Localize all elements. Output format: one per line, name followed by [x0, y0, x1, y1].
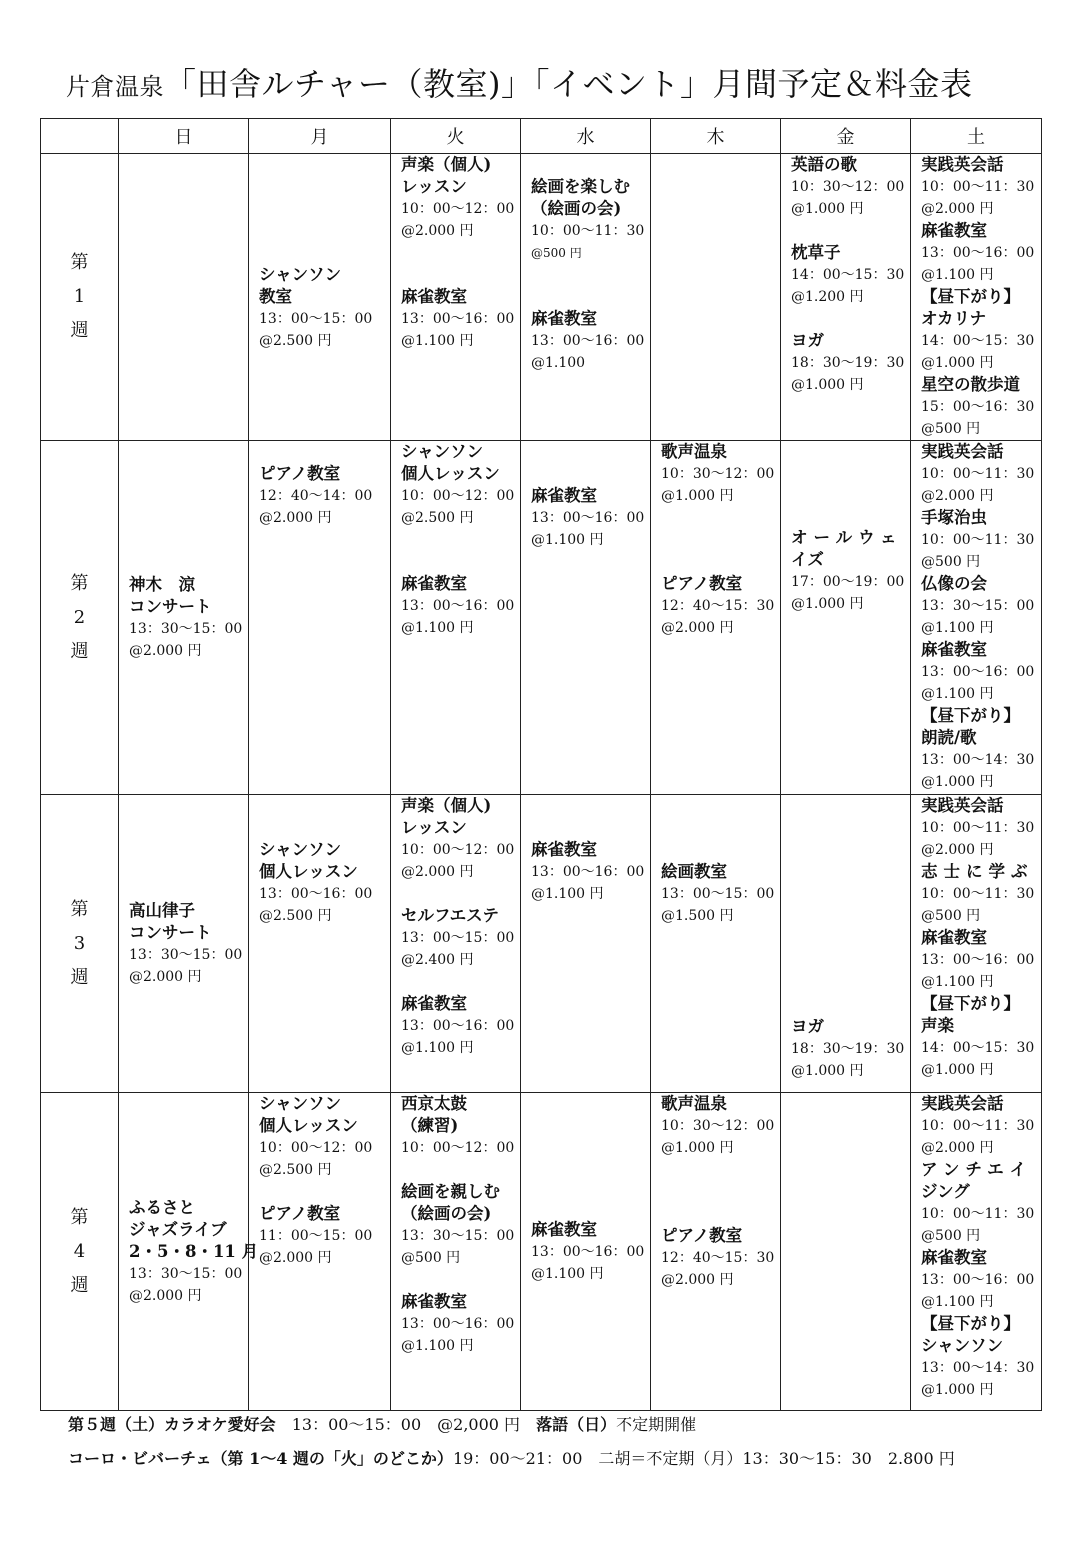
event-time: 13：00〜14：30 — [921, 752, 1035, 768]
event-entry — [661, 861, 776, 927]
event-time: 12：40〜15：30 — [661, 598, 775, 614]
title-main: 「田舎ルチャー（教室)」「イベント」月間予定＆料金表 — [164, 65, 973, 103]
event-price: @2.000 円 — [401, 223, 474, 239]
event-time: 10：00〜12：00 — [401, 1140, 515, 1156]
event-time: 10：30〜12：00 — [661, 466, 775, 482]
event-entry — [791, 154, 906, 220]
week-row — [41, 441, 1042, 795]
week-label — [41, 441, 119, 795]
event-name: 【昼下がり】 — [921, 994, 1020, 1013]
event-name: 星空の散歩道 — [921, 375, 1020, 394]
event-time: 18：30〜19：30 — [791, 1041, 905, 1057]
day-cell-sat — [911, 441, 1042, 795]
week-label-char: 週 — [70, 640, 89, 662]
day-cell-sun — [119, 441, 249, 795]
event-name: シャンソン — [259, 1094, 342, 1113]
event-name-cont: コンサート — [129, 922, 212, 942]
week-label-char: 1 — [73, 286, 86, 307]
event-price: @500 円 — [401, 1250, 461, 1266]
event-name-cont: コンサート — [129, 596, 212, 616]
day-cell-mon — [249, 441, 391, 795]
event-name: 声楽（個人) — [401, 155, 492, 174]
event-time: 13：30〜15：00 — [401, 1228, 515, 1244]
footer-karaoke-time: 13：00〜15：00 @2,000 円 — [291, 1415, 521, 1434]
event-time: 10：00〜12：00 — [401, 201, 515, 217]
day-header-tue: 火 — [391, 119, 521, 154]
day-cell-mon — [249, 795, 391, 1093]
event-name-cont: （練習) — [401, 1116, 459, 1135]
event-entry — [401, 573, 516, 639]
event-price: @2.000 円 — [921, 842, 994, 858]
event-name: 麻雀教室 — [921, 1248, 987, 1267]
event-name-cont: 個人レッスン — [259, 862, 358, 881]
event-time: 10：00〜11：30 — [921, 1118, 1035, 1134]
event-name: シャンソン — [401, 442, 484, 461]
week-row — [41, 1093, 1042, 1411]
event-entry — [921, 507, 1037, 573]
week-label — [41, 1093, 119, 1411]
week-label-char: 第 — [70, 572, 89, 594]
event-name: 絵画教室 — [661, 862, 727, 881]
week-label-char: 4 — [73, 1240, 86, 1262]
event-name: 西京太鼓 — [401, 1094, 467, 1113]
event-name: 麻雀教室 — [921, 928, 987, 947]
event-name: シャンソン — [259, 840, 342, 859]
event-entry — [921, 154, 1037, 220]
event-price: @1.000 円 — [791, 596, 864, 612]
event-name: 麻雀教室 — [401, 1292, 467, 1311]
event-price: @2.400 円 — [401, 952, 474, 968]
event-price: @1.100 円 — [531, 1265, 604, 1282]
week-label-char: 週 — [70, 966, 89, 988]
day-header-sun: 日 — [119, 119, 249, 154]
event-name: 枕草子 — [791, 243, 841, 262]
event-name: 実践英会話 — [921, 796, 1004, 815]
event-time: 14：00〜15：30 — [791, 267, 905, 283]
event-entry — [401, 1093, 516, 1159]
event-name-cont: イズ — [791, 550, 824, 569]
event-time: 13：00〜14：30 — [921, 1360, 1035, 1376]
event-time: 13：00〜16：00 — [921, 245, 1035, 261]
event-time: 10：00〜11：30 — [921, 466, 1035, 482]
event-name: 麻雀教室 — [921, 640, 987, 659]
week-label-char: 週 — [70, 320, 89, 341]
event-time: 11：00〜15：00 — [259, 1228, 373, 1244]
event-entry — [921, 441, 1037, 507]
event-time: 13：00〜16：00 — [921, 952, 1035, 968]
event-entry — [401, 795, 516, 883]
event-time: 15：00〜16：30 — [921, 399, 1035, 415]
event-entry — [921, 1313, 1037, 1401]
event-name: 麻雀教室 — [401, 574, 467, 593]
page-title — [66, 62, 1066, 109]
event-entry — [791, 330, 906, 396]
event-entry — [129, 1197, 259, 1307]
event-entry — [531, 485, 646, 551]
event-name-cont: 個人レッスン — [259, 1116, 358, 1135]
footer-line-1 — [68, 1414, 696, 1436]
event-name: オールウェ — [791, 528, 903, 547]
event-price: @2.000 円 — [129, 642, 202, 659]
day-cell-tue — [391, 1093, 521, 1411]
week-label-char: 第 — [70, 1206, 89, 1228]
event-time: 13：30〜15：00 — [921, 598, 1035, 614]
event-time: 12：40〜14：00 — [259, 488, 373, 504]
event-name-cont: ジャズライブ — [129, 1219, 227, 1239]
event-entry — [661, 1225, 776, 1291]
event-price: @2.000 円 — [259, 510, 332, 526]
event-time: 10：30〜12：00 — [791, 179, 905, 195]
day-cell-sat — [911, 795, 1042, 1093]
event-name: 歌声温泉 — [661, 1094, 727, 1113]
event-name: ヨガ — [791, 331, 824, 350]
event-time: 18：30〜19：30 — [791, 355, 905, 371]
event-name: 麻雀教室 — [401, 994, 467, 1013]
event-name-cont: レッスン — [401, 177, 467, 196]
event-entry — [921, 1247, 1037, 1313]
event-time: 13：00〜15：00 — [661, 886, 775, 902]
event-price: @1.100 円 — [531, 886, 604, 902]
event-entry — [661, 1093, 776, 1159]
event-entry — [531, 308, 646, 374]
week-row — [41, 154, 1042, 441]
event-name-cont: ジング — [921, 1182, 970, 1201]
event-name: ピアノ教室 — [661, 574, 743, 593]
event-name: 麻雀教室 — [531, 1219, 597, 1239]
event-time: 13：00〜15：00 — [401, 930, 515, 946]
event-name: 志士に学ぶ — [921, 862, 1034, 881]
event-name: 高山律子 — [129, 900, 195, 920]
event-time: 13：30〜15：00 — [129, 946, 243, 963]
event-name: ピアノ教室 — [661, 1226, 743, 1245]
event-name: ふるさと — [129, 1197, 195, 1217]
event-price: @2.000 円 — [921, 1140, 994, 1156]
event-price: @1.100 円 — [921, 974, 994, 990]
event-entry — [921, 993, 1037, 1081]
event-price: @1.100 円 — [921, 1294, 994, 1310]
event-price: @2.500 円 — [259, 908, 332, 924]
event-price: @1.000 円 — [921, 1382, 994, 1398]
event-time: 10：00〜12：00 — [259, 1140, 373, 1156]
day-cell-tue — [391, 154, 521, 441]
event-entry — [259, 1093, 386, 1181]
day-cell-thu — [651, 441, 781, 795]
event-name-cont: レッスン — [401, 818, 467, 837]
event-price: @1.000 円 — [791, 377, 864, 393]
event-price: @500 円 — [921, 554, 981, 570]
day-cell-sun — [119, 795, 249, 1093]
event-time: 13：30〜15：00 — [129, 1265, 243, 1282]
day-cell-fri — [781, 154, 911, 441]
event-name: 神木 涼 — [129, 574, 195, 594]
event-price: @1.000 円 — [661, 488, 734, 504]
event-name: 実践英会話 — [921, 442, 1004, 461]
day-cell-thu — [651, 154, 781, 441]
event-price: @1.100 円 — [401, 620, 474, 636]
event-name: 【昼下がり】 — [921, 1314, 1020, 1333]
event-entry — [259, 463, 386, 529]
day-cell-sat — [911, 154, 1042, 441]
day-header-fri: 金 — [781, 119, 911, 154]
event-entry — [921, 927, 1037, 993]
event-time: 10：00〜11：30 — [921, 820, 1035, 836]
day-cell-tue — [391, 441, 521, 795]
event-price: @2.000 円 — [661, 1272, 734, 1288]
event-entry — [401, 1291, 516, 1357]
week-label-char: 第 — [70, 252, 89, 273]
day-header-sat: 土 — [911, 119, 1042, 154]
footer-line-2 — [68, 1448, 955, 1470]
event-name: 実践英会話 — [921, 1094, 1004, 1113]
event-name: シャンソン — [259, 265, 342, 284]
event-time: 13：00〜15：00 — [259, 311, 373, 327]
day-cell-thu — [651, 795, 781, 1093]
event-time: 13：00〜16：00 — [531, 1243, 645, 1260]
event-entry — [531, 1219, 646, 1285]
event-entry — [791, 527, 906, 615]
event-price: @1.000 円 — [661, 1140, 734, 1156]
event-entry — [921, 220, 1037, 286]
event-time: 13：00〜16：00 — [401, 1018, 515, 1034]
day-cell-mon — [249, 154, 391, 441]
event-price: @1.100 円 — [921, 620, 994, 636]
event-time: 17：00〜19：00 — [791, 574, 905, 590]
event-price: @1.100 円 — [921, 267, 994, 283]
event-price: @500 円 — [921, 421, 981, 437]
event-entry — [259, 839, 386, 927]
day-header-mon: 月 — [249, 119, 391, 154]
event-name: アンチエイ — [921, 1160, 1033, 1179]
day-cell-fri — [781, 441, 911, 795]
schedule-table — [40, 118, 1042, 1411]
event-entry — [661, 441, 776, 507]
event-price: @2.000 円 — [921, 488, 994, 504]
event-price: @2.000 円 — [921, 201, 994, 217]
event-price: @500 円 — [921, 1228, 981, 1244]
event-name: 絵画を楽しむ — [531, 177, 630, 196]
event-entry — [921, 1159, 1037, 1247]
header-row — [41, 119, 1042, 154]
event-entry — [129, 574, 244, 662]
event-name-cont: シャンソン — [921, 1336, 1004, 1355]
event-time: 14：00〜15：30 — [921, 333, 1035, 349]
event-entry — [401, 993, 516, 1059]
event-price: @1.000 円 — [921, 1062, 994, 1078]
event-name: 手塚治虫 — [921, 508, 987, 527]
event-entry — [921, 795, 1037, 861]
event-name: 麻雀教室 — [531, 309, 597, 328]
footer-choro-note: 19：00〜21：00 二胡＝不定期（月）13：30〜15：30 2.800 円 — [452, 1449, 955, 1468]
event-name-cont: 個人レッスン — [401, 464, 500, 483]
event-name: セルフエステ — [401, 906, 499, 925]
event-entry — [921, 286, 1037, 374]
event-time: 10：00〜11：30 — [921, 886, 1035, 902]
event-time: 13：00〜16：00 — [921, 1272, 1035, 1288]
event-time: 13：30〜15：00 — [129, 620, 243, 637]
event-entry — [921, 1093, 1037, 1159]
event-entry — [661, 573, 776, 639]
event-entry — [791, 1016, 906, 1082]
event-entry — [921, 861, 1037, 927]
event-entry — [921, 705, 1037, 793]
event-entry — [921, 374, 1037, 440]
event-time: 13：00〜16：00 — [401, 598, 515, 614]
event-name: 【昼下がり】 — [921, 287, 1020, 306]
day-cell-sat — [911, 1093, 1042, 1411]
week-label-char: 週 — [70, 1274, 89, 1296]
event-entry — [921, 639, 1037, 705]
event-entry — [259, 1203, 386, 1269]
event-time: 13：00〜16：00 — [921, 664, 1035, 680]
event-entry — [259, 264, 386, 352]
event-entry — [921, 573, 1037, 639]
event-price: @1.000 円 — [921, 774, 994, 790]
event-entry — [401, 154, 516, 242]
event-entry — [401, 1181, 516, 1269]
event-price: @2.000 円 — [129, 1287, 202, 1304]
event-price: @2.500 円 — [259, 1162, 332, 1178]
event-name: 麻雀教室 — [401, 287, 467, 306]
day-cell-sun — [119, 154, 249, 441]
event-time: 10：00〜11：30 — [921, 532, 1035, 548]
event-time: 10：00〜12：00 — [401, 488, 515, 504]
event-price: @2.000 円 — [129, 968, 202, 985]
footer-choro: コーロ・ビバーチェ（第 1〜4 週の「火」のどこか） — [68, 1449, 453, 1468]
event-name: ピアノ教室 — [259, 1204, 341, 1223]
day-cell-fri — [781, 795, 911, 1093]
event-entry — [791, 242, 906, 308]
footer-karaoke: 第５週（土）カラオケ愛好会 — [68, 1415, 276, 1434]
event-price: @1.500 円 — [661, 908, 734, 924]
event-name: 麻雀教室 — [921, 221, 987, 240]
event-entry — [401, 441, 516, 529]
day-cell-sun — [119, 1093, 259, 1411]
week-label-char: 2 — [73, 606, 86, 628]
event-name-cont: （絵画の会) — [531, 199, 622, 218]
event-name: 仏像の会 — [921, 574, 987, 593]
event-price: @2.000 円 — [661, 620, 734, 636]
event-entry — [129, 900, 244, 988]
event-time: 13：00〜16：00 — [401, 1316, 515, 1332]
day-cell-tue — [391, 795, 521, 1093]
event-name-cont: 2・5・8・11 月 — [129, 1241, 259, 1261]
day-header-thu: 木 — [651, 119, 781, 154]
footer-rakugo: 落語（日） — [536, 1415, 617, 1434]
event-entry — [531, 176, 646, 264]
event-time: 12：40〜15：30 — [661, 1250, 775, 1266]
event-name-cont: 声楽 — [921, 1016, 954, 1035]
event-price: @1.100 円 — [401, 1338, 474, 1354]
event-name-cont: （絵画の会) — [401, 1204, 492, 1223]
event-price: @1.100 円 — [921, 686, 994, 702]
event-name: ピアノ教室 — [259, 464, 341, 483]
event-name: 【昼下がり】 — [921, 706, 1020, 725]
event-time: 13：00〜16：00 — [531, 333, 645, 349]
event-price: @1.100 円 — [401, 1040, 474, 1056]
event-entry — [401, 905, 516, 971]
event-time: 10：30〜12：00 — [661, 1118, 775, 1134]
day-cell-wed — [521, 795, 651, 1093]
day-cell-mon — [249, 1093, 391, 1411]
week-label — [41, 154, 119, 441]
day-header-wed: 水 — [521, 119, 651, 154]
week-label — [41, 795, 119, 1093]
event-price: @1.000 円 — [791, 1063, 864, 1079]
event-name-cont: 教室 — [259, 287, 292, 306]
event-time: 13：00〜16：00 — [401, 311, 515, 327]
event-name: 実践英会話 — [921, 155, 1004, 174]
event-name: 声楽（個人) — [401, 796, 492, 815]
event-name: ヨガ — [791, 1017, 824, 1036]
event-name: 歌声温泉 — [661, 442, 727, 461]
title-prefix: 片倉温泉 — [66, 73, 164, 101]
event-name: 絵画を親しむ — [401, 1182, 500, 1201]
event-price: @2.500 円 — [259, 333, 332, 349]
week-label-char: 3 — [73, 932, 86, 954]
footer-rakugo-note: 不定期開催 — [616, 1415, 697, 1434]
event-price: @1.000 円 — [921, 355, 994, 371]
day-cell-wed — [521, 441, 651, 795]
event-name: 英語の歌 — [791, 155, 857, 174]
event-time: 10：00〜11：30 — [531, 223, 645, 239]
event-price: @1.200 円 — [791, 289, 864, 305]
event-time: 10：00〜11：30 — [921, 179, 1035, 195]
event-time: 10：00〜11：30 — [921, 1206, 1035, 1222]
week-row — [41, 795, 1042, 1093]
event-price: @2.000 円 — [259, 1250, 332, 1266]
week-label-char: 第 — [70, 898, 89, 920]
event-name-cont: オカリナ — [921, 309, 987, 328]
event-entry — [531, 839, 646, 905]
event-price: @500 円 — [921, 908, 981, 924]
event-time: 13：00〜16：00 — [531, 510, 645, 526]
day-cell-wed — [521, 154, 651, 441]
event-price: @500 円 — [531, 246, 582, 260]
event-price: @2.500 円 — [401, 510, 474, 526]
event-time: 13：00〜16：00 — [531, 864, 645, 880]
event-name: 麻雀教室 — [531, 840, 597, 859]
day-cell-thu — [651, 1093, 781, 1411]
event-name-cont: 朗読/歌 — [921, 728, 977, 747]
day-cell-fri — [781, 1093, 911, 1411]
event-time: 14：00〜15：30 — [921, 1040, 1035, 1056]
event-name: 麻雀教室 — [531, 486, 597, 505]
event-price: @1.100 円 — [401, 333, 474, 349]
event-entry — [401, 286, 516, 352]
event-price: @1.100 円 — [531, 532, 604, 548]
corner-cell — [41, 119, 119, 154]
event-price: @1.100 — [531, 355, 586, 371]
event-time: 10：00〜12：00 — [401, 842, 515, 858]
event-price: @1.000 円 — [791, 201, 864, 217]
day-cell-wed — [521, 1093, 651, 1411]
event-price: @2.000 円 — [401, 864, 474, 880]
event-time: 13：00〜16：00 — [259, 886, 373, 902]
